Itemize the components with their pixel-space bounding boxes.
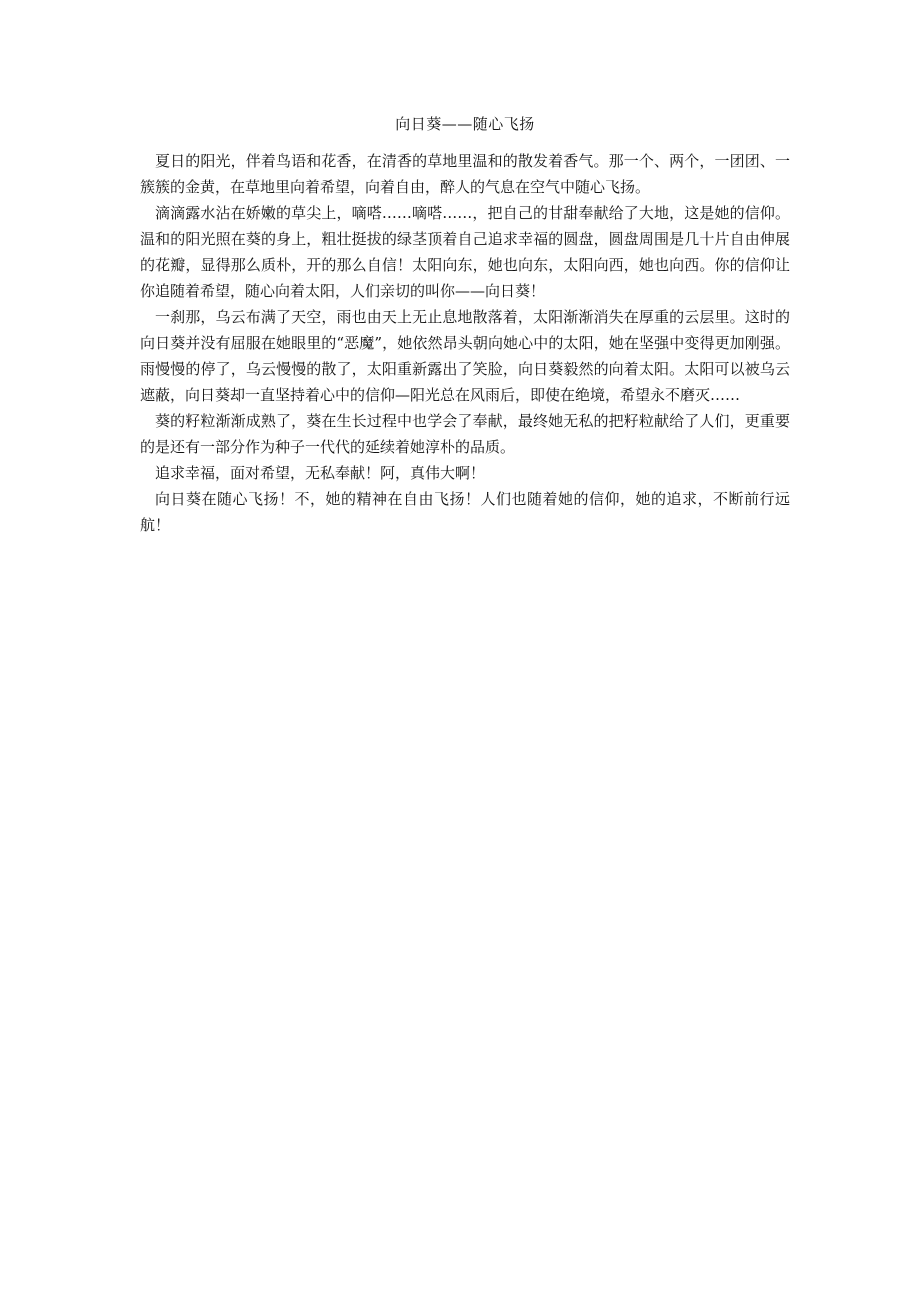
paragraph-1: 夏日的阳光，伴着鸟语和花香，在清香的草地里温和的散发着香气。那一个、两个，一团团、一簇簇的金黄，在草地里向着希望，向着自由，醉人的气息在空气中随心飞扬。: [140, 152, 790, 196]
document-body: [140, 112, 790, 538]
document-title: 向日葵——随心飞扬: [395, 115, 535, 133]
paragraph-2: 滴滴露水沾在娇嫩的草尖上，嘀嗒……嘀嗒……，把自己的甘甜奉献给了大地，这是她的信仰。温和的阳光照在葵的身上，粗壮挺拔的绿茎顶着自己追求幸福的圆盘，圆盘周围是几十片自由伸展的花瓣，显得那么质朴，开的那么自信！太阳向东，她也向东，太阳向西，她也向西。你的信仰让你追随着希望，随心向着太阳，人们亲切的叫你——向日葵！: [140, 204, 790, 300]
paragraph-6: 向日葵在随心飞扬！不，她的精神在自由飞扬！人们也随着她的信仰，她的追求，不断前行远航！: [140, 490, 790, 534]
paragraph-4: 葵的籽粒渐渐成熟了，葵在生长过程中也学会了奉献，最终她无私的把籽粒献给了人们，更重要的是还有一部分作为种子一代代的延续着她淳朴的品质。: [140, 412, 790, 456]
paragraph-3: 一刹那，乌云布满了天空，雨也由天上无止息地散落着，太阳渐渐消失在厚重的云层里。这时的向日葵并没有屈服在她眼里的“恶魔”，她依然昂头朝向她心中的太阳，她在坚强中变得更加刚强。雨慢慢的停了，乌云慢慢的散了，太阳重新露出了笑脸，向日葵毅然的向着太阳。太阳可以被乌云遮蔽，向日葵却一直坚持着心中的信仰—阳光总在风雨后，即使在绝境，希望永不磨灭……: [140, 308, 790, 404]
paragraph-5: 追求幸福，面对希望，无私奉献！阿，真伟大啊！: [155, 464, 486, 482]
